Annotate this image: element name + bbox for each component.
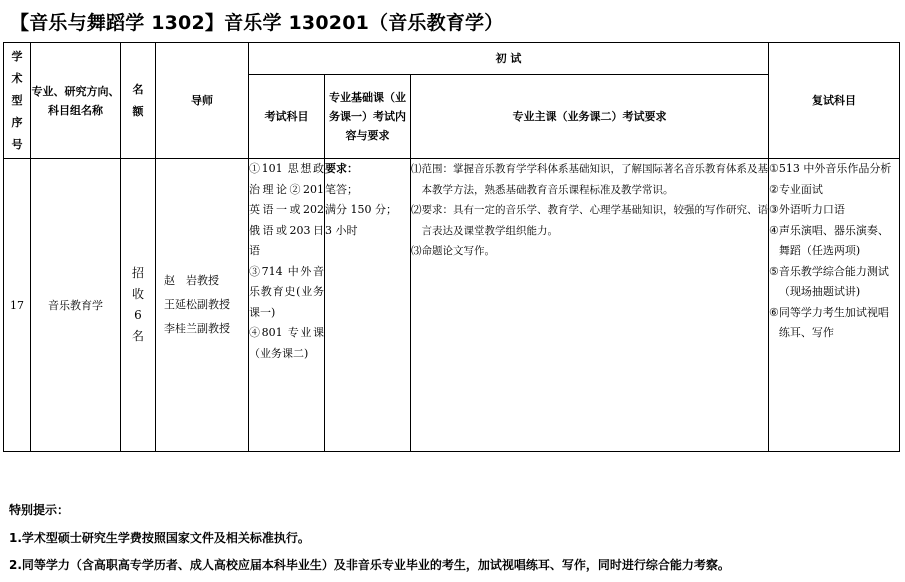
retest-item: ① 513 中外音乐作品分析 (769, 162, 892, 175)
header-initial-exam: 初 试 (249, 43, 769, 75)
supervisor-2: 王延松副教授 (164, 298, 230, 311)
basic-course-line-2: 满分 150 分； (325, 203, 397, 216)
cell-quota: 招收6名 (121, 159, 156, 452)
main-course-item: ⑴ 范围：掌握音乐教育学学科体系基础知识，了解国际著名音乐教育体系及基本教学方法，熟悉基础教育音乐课程标准及教学常识。 (411, 163, 768, 196)
cell-retest (769, 159, 900, 452)
supervisor-1: 赵 岩教授 (164, 274, 219, 287)
header-retest: 复试科目 (769, 43, 900, 159)
retest-item: ⑤ 音乐教学综合能力测试（现场抽题试讲) (769, 264, 889, 298)
supervisor-3: 李桂兰副教授 (164, 322, 230, 335)
note-item-2: 2.同等学力（含高职高专学历者、成人高校应届本科毕业生）及非音乐专业毕业的考生，加试视唱练耳、写作，同时进行综合能力考察。 (9, 558, 730, 572)
header-exam-subjects: 考试科目 (249, 75, 325, 159)
cell-main-course (411, 159, 769, 452)
retest-item: ② 专业面试 (769, 182, 823, 196)
exam-subject-1: ①101 思想政治理论②201 英语一或202 俄语或203日语 (249, 162, 324, 257)
exam-subject-3: ④801 专业课（业务课二) (249, 326, 324, 360)
main-course-item: ⑵ 要求：具有一定的音乐学、教育学、心理学基础知识，较强的写作研究、语言表达及课堂教学组织能力。 (411, 204, 768, 237)
cell-exam-subjects (249, 159, 325, 452)
page-title: 【音乐与舞蹈学 1302】音乐学 130201（音乐教育学） (10, 12, 504, 34)
header-major: 专业、研究方向、科目组名称 (31, 43, 121, 159)
retest-item: ③ 外语听力口语 (769, 203, 845, 216)
notes-heading: 特别提示： (9, 503, 70, 517)
header-basic-course: 专业基础课（业务课一）考试内容与要求 (325, 75, 411, 159)
cell-basic-course (325, 159, 411, 452)
header-supervisor: 导师 (156, 43, 249, 159)
cell-seq: 17 (4, 159, 31, 452)
header-type: 学术型序号 (4, 43, 31, 159)
basic-course-line-1: 笔答； (325, 182, 358, 196)
retest-item: ④ 声乐演唱、器乐演奏、舞蹈（任选两项) (769, 223, 889, 257)
note-item-1: 1.学术型硕士研究生学费按照国家文件及相关标准执行。 (9, 531, 310, 545)
basic-course-label: 要求： (325, 162, 358, 175)
cell-major: 音乐教育学 (31, 159, 121, 452)
cell-supervisors (156, 159, 249, 452)
header-quota: 名额 (121, 43, 156, 159)
main-course-item: ⑶ 命题论文写作。 (411, 245, 495, 257)
header-main-course: 专业主课（业务课二）考试要求 (411, 75, 769, 159)
admission-table (3, 42, 900, 452)
basic-course-line-3: 3 小时 (325, 223, 358, 237)
retest-item: ⑥ 同等学力考生加试视唱练耳、写作 (769, 305, 889, 339)
exam-subject-2: ③714 中外音乐教育史(业务课一) (249, 264, 324, 319)
